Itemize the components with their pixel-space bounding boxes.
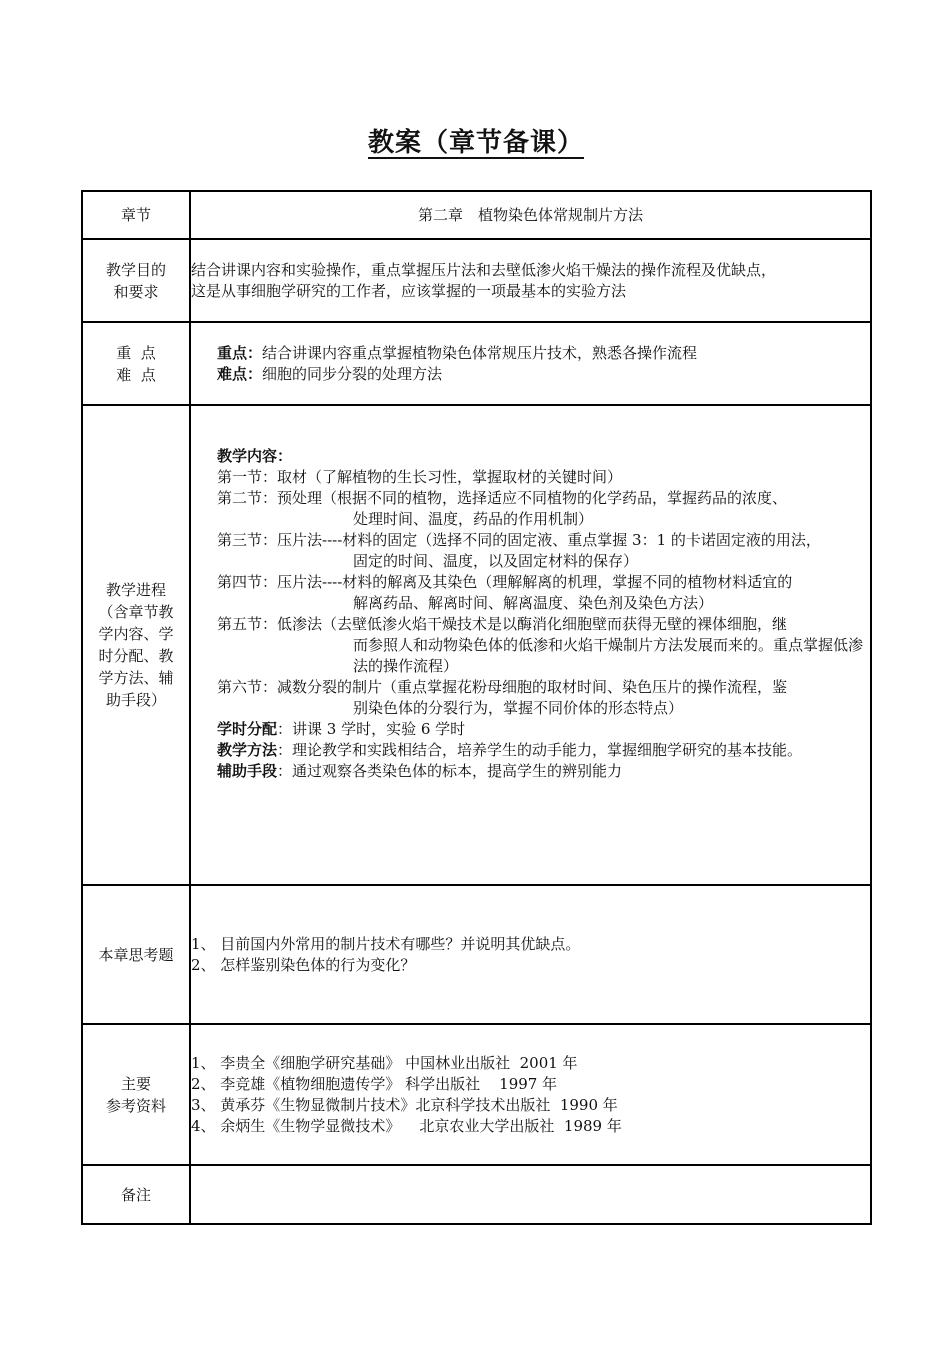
references-label-line1: 主要: [120, 1074, 151, 1093]
references-content: [190, 1024, 871, 1165]
chapter-value: 第二章 植物染色体常规制片方法: [190, 191, 871, 239]
key-point-text: 结合讲课内容重点掌握植物染色体常规压片技术，熟悉各操作流程: [262, 343, 698, 362]
process-label: [82, 405, 190, 885]
section-2-line2: 处理时间、温度，药品的作用机制）: [353, 510, 594, 528]
aids-line: [217, 761, 866, 782]
reference-item: 1、 李贵全《细胞学研究基础》 中国林业出版社 2001 年: [191, 1053, 578, 1072]
hours-line: [217, 719, 866, 740]
process-label-line: 教学进程: [105, 581, 166, 599]
section-6-line2: 别染色体的分裂行为，掌握不同价体的形态特点）: [353, 699, 684, 717]
chapter-label: 章节: [82, 191, 190, 239]
objectives-row: [82, 239, 871, 322]
key-point-line: [217, 343, 870, 364]
references-row: [82, 1024, 871, 1165]
section-5-line1: 第五节：低渗法（去壁低渗火焰干燥技术是以酶消化细胞壁而获得无壁的裸体细胞，继: [217, 615, 788, 633]
process-row: [82, 405, 871, 885]
section-4-line1: 第四节：压片法----材料的解离及其染色（理解解离的机理，掌握不同的植物材料适宜的: [217, 573, 793, 591]
notes-value: [190, 1165, 871, 1224]
reference-item: 2、 李竞雄《植物细胞遗传学》 科学出版社 1997 年: [191, 1074, 558, 1093]
references-label-line2: 参考资料: [105, 1096, 166, 1115]
question-item: 1、 目前国内外常用的制片技术有哪些？并说明其优缺点。: [191, 934, 581, 953]
objectives-label: [82, 239, 190, 322]
process-label-line: 时分配、教: [98, 647, 174, 665]
hours-label: 学时分配: [217, 720, 278, 738]
section-5-line2: 而参照人和动物染色体的低渗和火焰干燥制片方法发展而来的。重点掌握低渗: [353, 636, 864, 654]
section-4: [217, 572, 866, 614]
content-heading: 教学内容：: [217, 447, 293, 465]
method-text: ：理论教学和实践相结合，培养学生的动手能力，掌握细胞学研究的基本技能。: [277, 741, 803, 759]
section-3-line1: 第三节：压片法----材料的固定（选择不同的固定液、重点掌握 3：1 的卡诺固定液的用法，: [217, 531, 821, 549]
key-points-label: [82, 322, 190, 405]
references-label: [82, 1024, 190, 1165]
key-points-label-line2: 难 点: [116, 365, 156, 384]
key-points-content: [190, 322, 871, 405]
key-points-label-line1: 重 点: [116, 343, 156, 362]
section-2-line1: 第二节：预处理（根据不同的植物，选择适应不同植物的化学药品，掌握药品的浓度、: [217, 489, 788, 507]
section-6-line1: 第六节：减数分裂的制片（重点掌握花粉母细胞的取材时间、染色压片的操作流程，鉴: [217, 678, 788, 696]
reference-item: 3、 黄承芬《生物显微制片技术》北京科学技术出版社 1990 年: [191, 1095, 618, 1114]
difficulty-label: 难点：: [217, 364, 263, 383]
key-point-label: 重点：: [217, 343, 263, 362]
difficulty-line: [217, 364, 870, 385]
section-1-line1: 第一节：取材（了解植物的生长习性，掌握取材的关键时间）: [217, 468, 623, 486]
section-3-line2: 固定的时间、温度，以及固定材料的保存）: [353, 552, 639, 570]
section-5-line3: 法的操作流程）: [353, 657, 459, 675]
process-label-line: 学内容、学: [98, 625, 174, 643]
hours-text: ：讲课 3 学时，实验 6 学时: [277, 720, 466, 738]
page-title-text: 教案（章节备课）: [367, 128, 584, 158]
key-points-row: [82, 322, 871, 405]
questions-row: [82, 885, 871, 1024]
aids-label: 辅助手段: [217, 762, 278, 780]
objectives-label-line1: 教学目的: [105, 260, 166, 279]
process-label-line: 学方法、辅: [98, 669, 174, 687]
chapter-row: [82, 191, 871, 239]
process-label-line: 助手段）: [105, 691, 166, 709]
questions-label: 本章思考题: [82, 885, 190, 1024]
page-title: [0, 122, 952, 159]
section-5: [217, 614, 866, 677]
section-3: [217, 530, 866, 572]
reference-item: 4、 余炳生《生物学显微技术》 北京农业大学出版社 1989 年: [191, 1116, 622, 1135]
objectives-label-line2: 和要求: [113, 282, 159, 301]
section-2: [217, 488, 866, 530]
method-label: 教学方法: [217, 741, 278, 759]
objectives-line2: 这是从事细胞学研究的工作者，应该掌握的一项最基本的实验方法: [191, 281, 627, 300]
notes-row: [82, 1165, 871, 1224]
aids-text: ：通过观察各类染色体的标本，提高学生的辨别能力: [277, 762, 623, 780]
objectives-content: [190, 239, 871, 322]
objectives-line1: 结合讲课内容和实验操作，重点掌握压片法和去壁低渗火焰干燥法的操作流程及优缺点，: [191, 260, 777, 279]
process-label-line: （含章节教: [98, 603, 174, 621]
difficulty-text: 细胞的同步分裂的处理方法: [262, 364, 443, 383]
questions-content: [190, 885, 871, 1024]
notes-label: 备注: [82, 1165, 190, 1224]
section-1: [217, 467, 866, 488]
lesson-plan-table: [81, 190, 872, 1225]
section-6: [217, 677, 866, 719]
section-4-line2: 解离药品、解离时间、解离温度、染色剂及染色方法）: [353, 594, 714, 612]
question-item: 2、 怎样鉴别染色体的行为变化？: [191, 955, 416, 974]
method-line: [217, 740, 866, 761]
process-content: [190, 405, 871, 885]
